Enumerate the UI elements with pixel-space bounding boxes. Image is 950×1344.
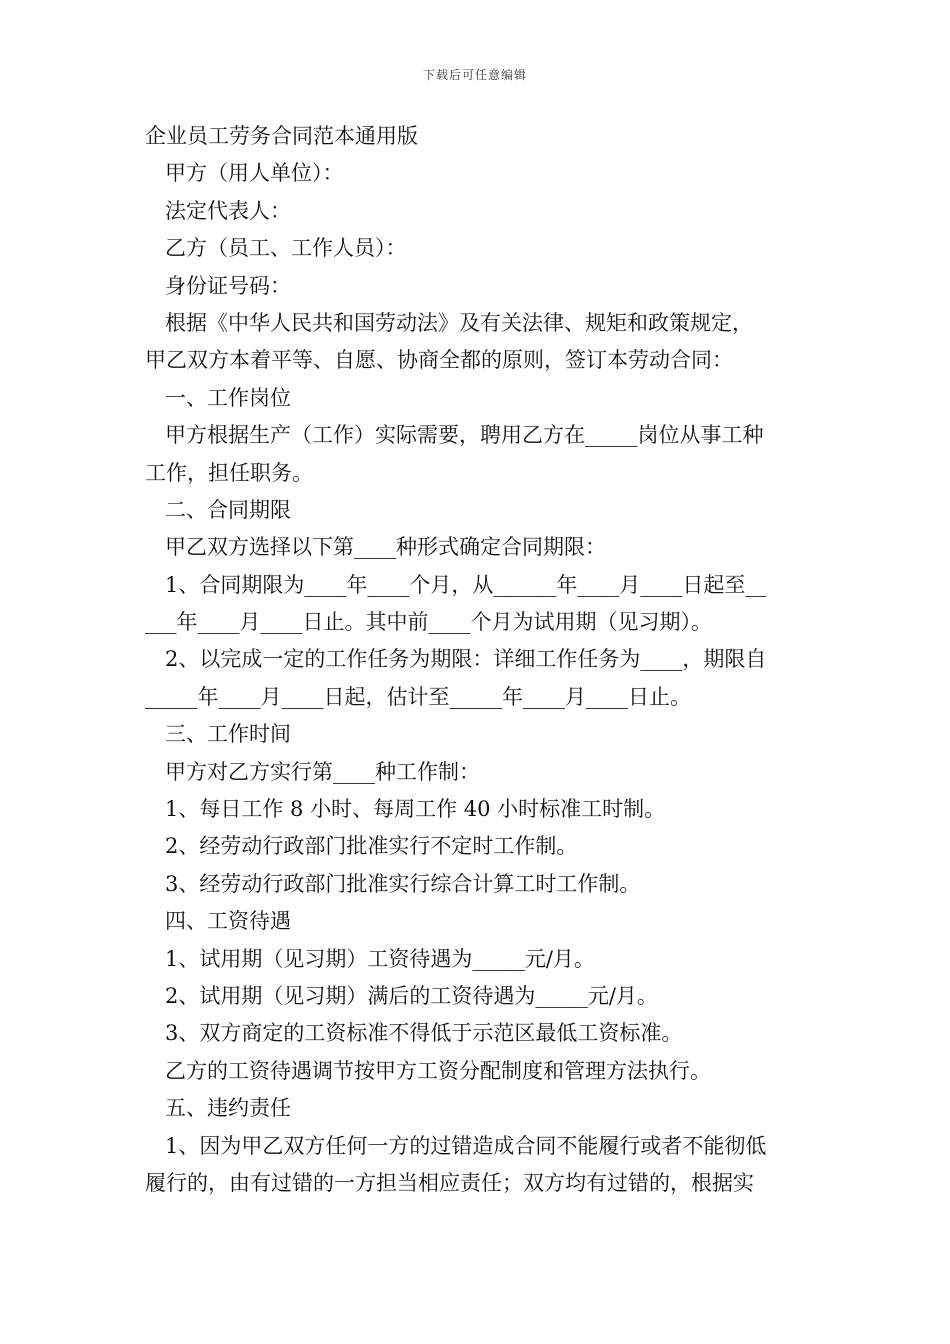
section-heading-wages: 四、工资待遇: [165, 909, 291, 934]
term-intro-line: 甲乙双方选择以下第____种形式确定合同期限：: [165, 535, 606, 560]
section-heading-liability: 五、违约责任: [165, 1096, 291, 1121]
position-paragraph-line-2: 工作，担任职务。: [145, 460, 313, 485]
hours-option-3: 3、经劳动行政部门批准实行综合计算工时工作制。: [165, 871, 641, 896]
document-title: 企业员工劳务合同范本通用版: [145, 124, 418, 148]
liability-item-1-line-2: 履行的，由有过错的一方担当相应责任；双方均有过错的，根据实: [145, 1170, 754, 1195]
term-option-1-line-1: 1、合同期限为____年____个月，从______年____月____日起至__: [165, 572, 767, 597]
party-b-line: 乙方（员工、工作人员）：: [165, 236, 407, 261]
legal-rep-line: 法定代表人：: [165, 198, 291, 223]
liability-item-1-line-1: 1、因为甲乙双方任何一方的过错造成合同不能履行或者不能彻低: [165, 1133, 767, 1158]
preamble-line-2: 甲乙双方本着平等、自愿、协商全都的原则，签订本劳动合同：: [145, 348, 733, 373]
document-body: [145, 118, 815, 1202]
term-option-2-line-1: 2、以完成一定的工作任务为期限：详细工作任务为____，期限自: [165, 647, 767, 672]
wages-item-1: 1、试用期（见习期）工资待遇为_____元/月。: [165, 946, 595, 971]
party-a-line: 甲方（用人单位）：: [165, 161, 344, 186]
section-heading-position: 一、工作岗位: [165, 385, 291, 410]
wages-item-2: 2、试用期（见习期）满后的工资待遇为_____元/月。: [165, 983, 658, 1008]
id-number-line: 身份证号码：: [165, 273, 291, 298]
hours-intro-line: 甲方对乙方实行第____种工作制：: [165, 759, 480, 784]
section-heading-term: 二、合同期限: [165, 497, 291, 522]
header-note: 下载后可任意编辑: [422, 68, 527, 82]
preamble-line-1: 根据《中华人民共和国劳动法》及有关法律、规矩和政策规定，: [165, 310, 753, 335]
wages-item-3: 3、双方商定的工资标准不得低于示范区最低工资标准。: [165, 1021, 683, 1046]
term-option-2-line-2: _____年____月____日起，估计至_____年____月____日止。: [145, 684, 691, 709]
section-heading-hours: 三、工作时间: [165, 722, 291, 747]
hours-option-1: 1、每日工作 8 小时、每周工作 40 小时标准工时制。: [165, 797, 666, 822]
position-paragraph-line-1: 甲方根据生产（工作）实际需要，聘用乙方在_____岗位从事工种: [165, 423, 764, 448]
wages-adjustment-line: 乙方的工资待遇调节按甲方工资分配制度和管理方法执行。: [165, 1058, 711, 1083]
hours-option-2: 2、经劳动行政部门批准实行不定时工作制。: [165, 834, 578, 859]
term-option-1-line-2: ___年____月____日止。其中前____个月为试用期（见习期）。: [145, 610, 712, 635]
